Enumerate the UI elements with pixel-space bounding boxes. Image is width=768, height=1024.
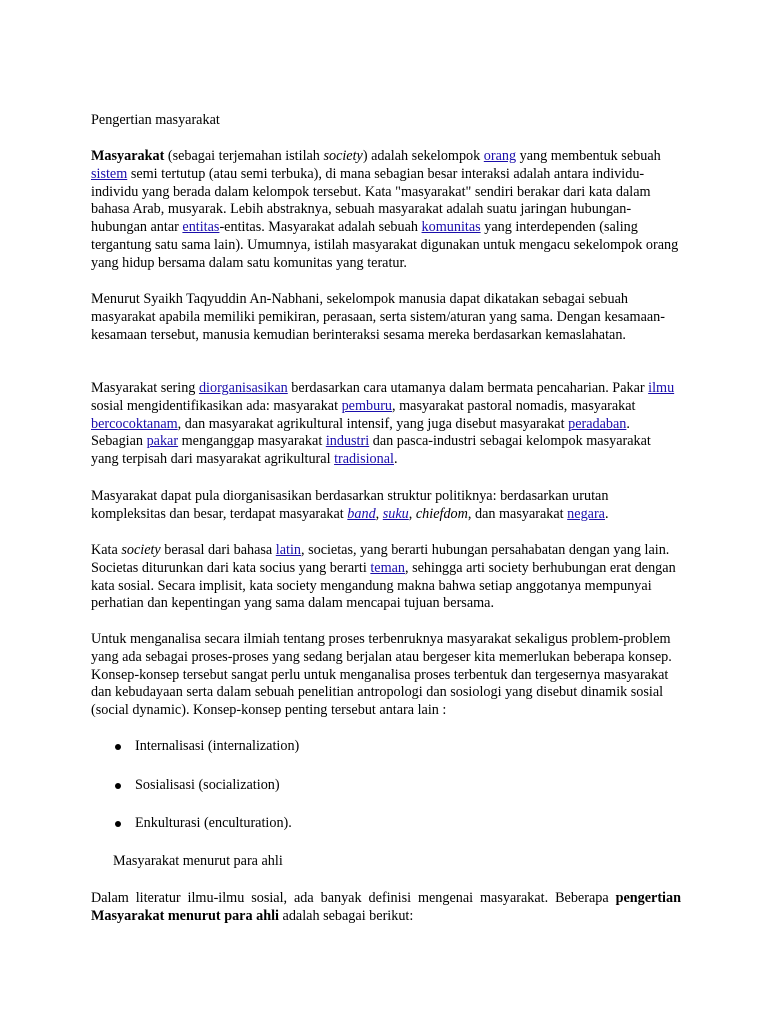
text-span: , [408, 505, 416, 522]
link-latin[interactable]: latin [275, 542, 301, 558]
text-span: Masyarakat sering [91, 380, 199, 396]
list-item: Enkulturasi (enculturation). [91, 815, 681, 854]
text-span: Dalam literatur ilmu-ilmu sosial, ada banyak definisi mengenai masyarakat. Beberapa [91, 890, 616, 906]
link-orang[interactable]: orang [483, 148, 517, 164]
text-span: semi tertutup (atau semi terbuka), di mana sebagian besar interaksi adalah antara individu-individu yang berada dalam kelompok tersebut. Kata "masyarakat" sendiri berakar dari kata dalam bahasa Arab, musyarak. Lebih abstraknya, sebuah masyarakat adalah suatu jaringan hubungan-hubungan antar [91, 165, 651, 236]
italic-chiefdom: chiefdom [415, 505, 468, 522]
link-band[interactable] [347, 506, 375, 522]
text-span: , masyarakat pastoral nomadis, masyarakat [392, 397, 636, 414]
link-band-text: band [347, 505, 376, 522]
link-teman[interactable]: teman [370, 559, 406, 576]
text-span: adalah sebagai berikut: [278, 907, 414, 924]
link-bercocoktanam[interactable]: bercocoktanam [91, 415, 178, 432]
document-title: Pengertian masyarakat [91, 112, 220, 128]
text-span: Masyarakat dapat pula diorganisasikan berdasarkan struktur politiknya: berdasarkan urutan kompleksitas dan besar, terdapat masyarakat [91, 488, 609, 522]
text-span: , sehingga arti society berhubungan erat dengan kata sosial. Secara implisit, kata society mengandung makna bahwa setiap anggotanya mempunyai perhatian dan kepentingan yang sama dalam mencapai tujuan bersama. [91, 559, 676, 612]
term-masyarakat: Masyarakat [91, 148, 165, 164]
italic-society: society [121, 542, 161, 558]
link-suku-text: suku [382, 505, 409, 522]
paragraph-politik [91, 488, 681, 524]
link-komunitas[interactable]: komunitas [421, 219, 481, 236]
link-tradisional[interactable]: tradisional [334, 451, 394, 468]
text-span: . [604, 505, 609, 522]
text-span: , dan masyarakat [467, 505, 568, 522]
link-peradaban[interactable]: peradaban [568, 415, 627, 432]
paragraph-organisasi [91, 380, 681, 469]
text-span: berasal dari bahasa [160, 542, 276, 558]
paragraph-society [91, 542, 681, 613]
text-span: . [393, 451, 398, 468]
link-industri[interactable]: industri [325, 433, 370, 450]
link-sistem[interactable]: sistem [91, 165, 128, 182]
list-item: Sosialisasi (socialization) [91, 777, 681, 816]
text-span: ) adalah sekelompok [362, 148, 484, 164]
italic-term: society [323, 148, 363, 164]
paragraph-konsep: Untuk menganalisa secara ilmiah tentang proses terbenruknya masyarakat sekaligus problem-problem yang ada sebagai proses-proses yang sedang berjalan atau bergeser kita memerlukan beberapa konsep. Konsep-konsep tersebut sangat perlu untuk menganalisa proses terbentuk dan tergesernya masyarakat dan kebudayaan serta dalam sebuah penelitian antropologi dan sosiologi yang disebut dinamik sosial (social dynamic). Konsep-konsep penting tersebut antara lain : [91, 631, 672, 719]
text-span: menganggap masyarakat [178, 433, 326, 450]
text-span: yang interdependen (saling tergantung satu sama lain). Umumnya, istilah masyarakat digunakan untuk mengacu sekelompok orang yang hidup bersama dalam satu komunitas yang teratur. [91, 219, 679, 271]
subheading: Masyarakat menurut para ahli [113, 853, 283, 869]
link-pemburu[interactable]: pemburu [341, 397, 393, 414]
text-span: , [375, 505, 383, 522]
text-span: -entitas. Masyarakat adalah sebuah [219, 219, 422, 236]
text-span: yang membentuk sebuah [516, 148, 661, 164]
link-negara[interactable]: negara [567, 505, 605, 522]
link-pakar[interactable]: pakar [146, 433, 179, 450]
text-span: Kata [91, 542, 122, 558]
text-span: , dan masyarakat agrikultural intensif, yang juga disebut masyarakat [177, 415, 569, 432]
bold-phrase: pengertian Masyarakat menurut para ahli [91, 890, 681, 924]
paragraph-definition [91, 148, 681, 273]
text-span: dan pasca-industri sebagai kelompok masyarakat yang terpisah dari masyarakat agrikultural [91, 433, 651, 468]
text-span: (sebagai terjemahan istilah [164, 148, 324, 164]
list-item: Internalisasi (internalization) [91, 738, 681, 777]
link-entitas[interactable]: entitas [182, 219, 220, 236]
text-span: sosial mengidentifikasikan ada: masyarakat [91, 397, 342, 414]
paragraph-literatur [91, 890, 681, 926]
link-ilmu[interactable]: ilmu [648, 380, 675, 396]
paragraph-nabhani: Menurut Syaikh Taqyuddin An-Nabhani, sekelompok manusia dapat dikatakan sebagai sebuah masyarakat apabila memiliki pemikiran, perasaan, serta sistem/aturan yang sama. Dengan kesamaan-kesamaan tersebut, manusia kemudian berinteraksi sesama mereka berdasarkan kemaslahatan. [91, 291, 665, 343]
link-diorganisasikan[interactable]: diorganisasikan [198, 380, 288, 396]
text-span: , societas, yang berarti hubungan persahabatan dengan yang lain. Societas diturunkan dari kata socius yang berarti [91, 542, 670, 576]
text-span: . Sebagian [91, 415, 630, 450]
text-span: berdasarkan cara utamanya dalam bermata pencaharian. Pakar [287, 380, 649, 396]
link-suku[interactable] [383, 506, 409, 522]
concept-list [91, 738, 681, 854]
